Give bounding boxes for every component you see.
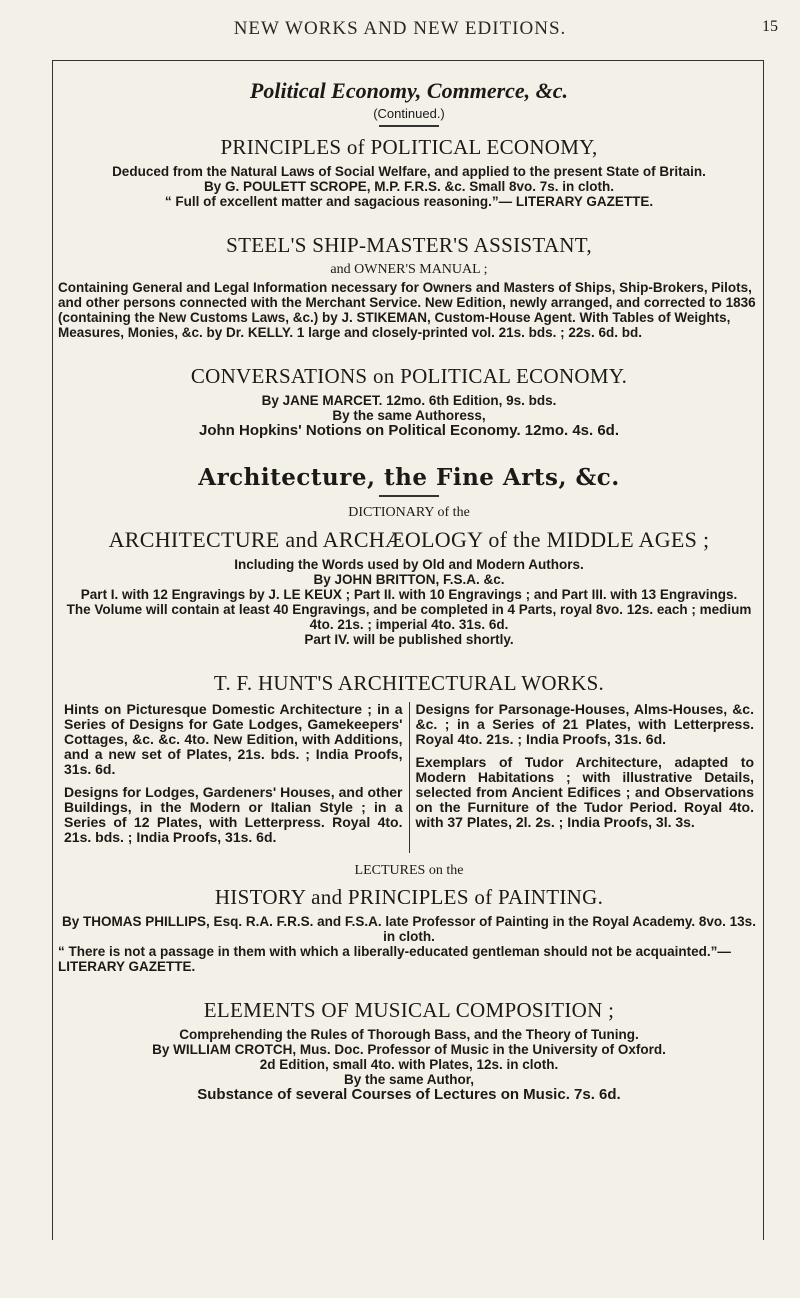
entry-principles (58, 135, 760, 209)
entry-line: By the same Author, (343, 1072, 475, 1087)
entry-title: PRINCIPLES of POLITICAL ECONOMY, (220, 135, 598, 159)
entry-line: By JANE MARCET. 12mo. 6th Edition, 9s. bds. (261, 393, 557, 408)
entry-title: ELEMENTS OF MUSICAL COMPOSITION ; (203, 998, 615, 1022)
list-item: Exemplars of Tudor Architecture, adapted to Modern Habitations ; with illustrative Details, selected from Ancient Edifices ; and Observations on the Furniture of the Tudor Period. Royal 4to. with 37 Plates, 2l. 2s. ; India Proofs, 3l. 3s. (415, 754, 754, 830)
entry-line: By JOHN BRITTON, F.S.A. &c. (313, 572, 505, 587)
list-item: Hints on Picturesque Domestic Architecture ; in a Series of Designs for Gate Lodges, Gamekeepers' Cottages, &c. &c. 4to. New Edition, with Additions, and a new set of Plates, 21s. bds. ; India Proofs, 31s. 6d. (64, 701, 403, 777)
entry-line: The Volume will contain at least 40 Engravings, and be completed in 4 Parts, royal 8vo. 12s. each ; medium 4to. 21s. ; imperial 4to. 31s. 6d. (66, 602, 752, 632)
entry-line: By the same Authoress, (332, 408, 486, 423)
left-rule (52, 60, 53, 1240)
continued-label: (Continued.) (373, 106, 445, 121)
entry-line: Substance of several Courses of Lectures on Music. 7s. 6d. (197, 1086, 621, 1103)
running-head: NEW WORKS AND NEW EDITIONS. (233, 18, 567, 39)
page-number: 15 (762, 18, 778, 35)
entry-conversations (58, 364, 760, 438)
entry-title: ARCHITECTURE and ARCHÆOLOGY of the MIDDLE AGES ; (108, 527, 710, 552)
section-title: Political Economy, Commerce, &c. (249, 78, 569, 103)
section-divider (379, 125, 439, 127)
right-column (409, 702, 761, 853)
entry-lectures (58, 863, 760, 974)
section-divider (379, 495, 439, 497)
entry-steel (58, 233, 760, 340)
left-column (58, 702, 409, 853)
two-column-list (58, 702, 760, 853)
entry-title: T. F. HUNT'S ARCHITECTURAL WORKS. (213, 671, 605, 695)
list-item: Designs for Parsonage-Houses, Alms-Houses, &c. &c. ; in a Series of 21 Plates, with Letterpress. Royal 4to. 21s. ; India Proofs, 31s. 6d. (415, 701, 754, 747)
entry-dictionary (58, 505, 760, 647)
entry-body: Containing General and Legal Information necessary for Owners and Masters of Ships, Ship-Brokers, Pilots, and other persons connected with the Merchant Service. New Edition, newly arranged, and corrected to 1836 (containing the New Customs Laws, &c.) by J. STIKEMAN, Custom-House Agent. With Tables of Weights, Measures, Monies, &c. by Dr. KELLY. 1 large and closely-printed vol. 21s. bds. ; 22s. 6d. bd. (58, 280, 756, 340)
entry-hunt (58, 671, 760, 853)
entry-quote: “ There is not a passage in them with which a liberally-educated gentleman should not be acquainted.”—LITERARY GAZETTE. (58, 944, 731, 974)
section-title-architecture: Architecture, the Fine Arts, &c. (198, 464, 620, 491)
entry-quote: “ Full of excellent matter and sagacious reasoning.”— LITERARY GAZETTE. (164, 194, 654, 209)
entry-line: Part I. with 12 Engravings by J. LE KEUX ; Part II. with 10 Engravings ; and Part III. with 13 Engravings. (80, 587, 738, 602)
top-rule (52, 60, 764, 61)
entry-musical (58, 998, 760, 1102)
entry-line: By WILLIAM CROTCH, Mus. Doc. Professor of Music in the University of Oxford. (152, 1042, 666, 1057)
entry-line: Comprehending the Rules of Thorough Bass, and the Theory of Tuning. (179, 1027, 639, 1042)
list-item: Designs for Lodges, Gardeners' Houses, and other Buildings, in the Modern or Italian Style ; in a Series of 12 Plates, with Letterpress. Royal 4to. 21s. bds. ; India Proofs, 31s. 6d. (64, 784, 403, 845)
entry-line: Part IV. will be published shortly. (304, 632, 514, 647)
entry-pre: DICTIONARY of the (348, 505, 470, 520)
right-rule (763, 60, 764, 1240)
page-content (58, 78, 760, 1102)
entry-line: Including the Words used by Old and Modern Authors. (234, 557, 584, 572)
entry-subtitle: and OWNER'S MANUAL ; (330, 262, 488, 277)
entry-line: Deduced from the Natural Laws of Social Welfare, and applied to the present State of Britain. (112, 164, 706, 179)
entry-line: 2d Edition, small 4to. with Plates, 12s. in cloth. (259, 1057, 559, 1072)
entry-line: By THOMAS PHILLIPS, Esq. R.A. F.R.S. and F.S.A. late Professor of Painting in the Royal Academy. 8vo. 13s. in cloth. (62, 914, 756, 944)
entry-title: HISTORY and PRINCIPLES of PAINTING. (214, 885, 604, 909)
entry-line: John Hopkins' Notions on Political Economy. 12mo. 4s. 6d. (198, 422, 620, 439)
entry-line: By G. POULETT SCROPE, M.P. F.R.S. &c. Small 8vo. 7s. in cloth. (203, 179, 615, 194)
entry-title: STEEL'S SHIP-MASTER'S ASSISTANT, (226, 233, 592, 257)
entry-pre: LECTURES on the (354, 863, 464, 878)
entry-title: CONVERSATIONS on POLITICAL ECONOMY. (190, 364, 628, 388)
